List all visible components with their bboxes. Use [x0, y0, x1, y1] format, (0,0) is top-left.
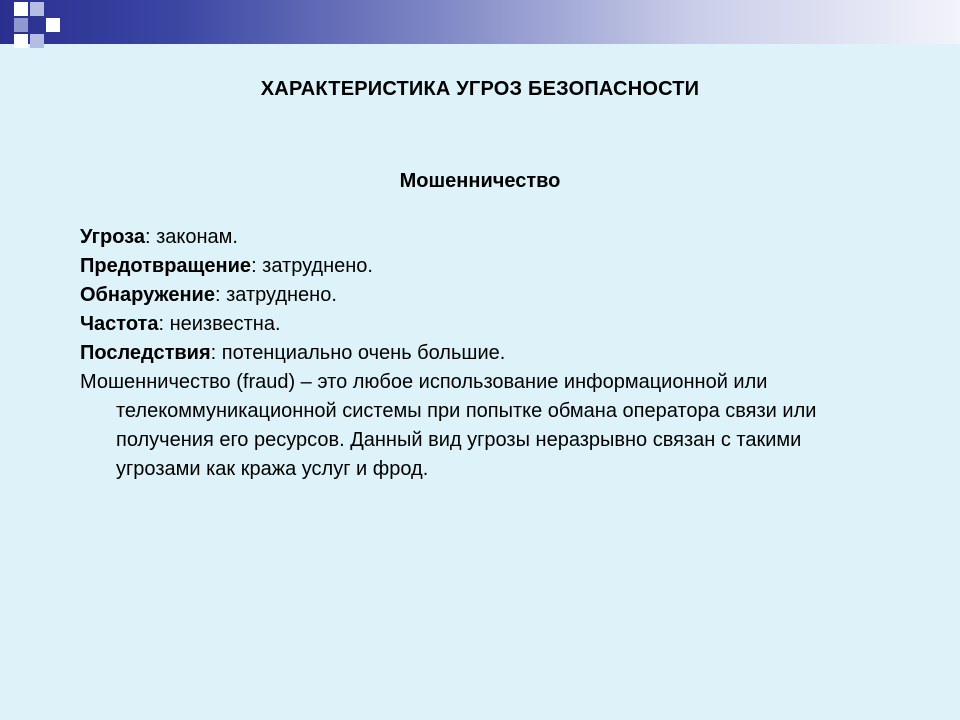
description-paragraph: Мошенничество (fraud) – это любое использование информационной или телекоммуникационной системы при попытке обмана оператора связи или получения его ресурсов. Данный вид угрозы неразрывно связан с такими угрозами как кража услуг и фрод. [80, 371, 817, 480]
attribute-label: Предотвращение [80, 255, 252, 277]
attribute-label: Угроза [80, 226, 145, 248]
header-gradient-band [0, 0, 960, 44]
slide-subtitle: Мошенничество [399, 170, 561, 192]
attribute-threat [80, 223, 880, 252]
attribute-detection [80, 281, 880, 310]
attribute-value: : потенциально очень большие. [210, 342, 506, 364]
decor-square [14, 34, 28, 48]
attribute-value: : затруднено. [214, 284, 337, 306]
attribute-consequences [80, 339, 880, 368]
decor-square [14, 18, 28, 32]
attribute-label: Последствия [80, 342, 211, 364]
slide-title: ХАРАКТЕРИСТИКА УГРОЗ БЕЗОПАСНОСТИ [260, 78, 700, 100]
decor-square [14, 2, 28, 16]
attribute-label: Частота [80, 313, 159, 335]
attribute-value: : неизвестна. [158, 313, 281, 335]
attribute-label: Обнаружение [80, 284, 215, 306]
threat-characteristics [80, 223, 880, 484]
attribute-frequency [80, 310, 880, 339]
header-separator [0, 44, 960, 48]
decor-square [30, 2, 44, 16]
attribute-prevention [80, 252, 880, 281]
attribute-value: : затруднено. [251, 255, 373, 277]
attribute-value: : законам. [144, 226, 238, 248]
decor-square [30, 34, 44, 48]
decor-square [46, 18, 60, 32]
